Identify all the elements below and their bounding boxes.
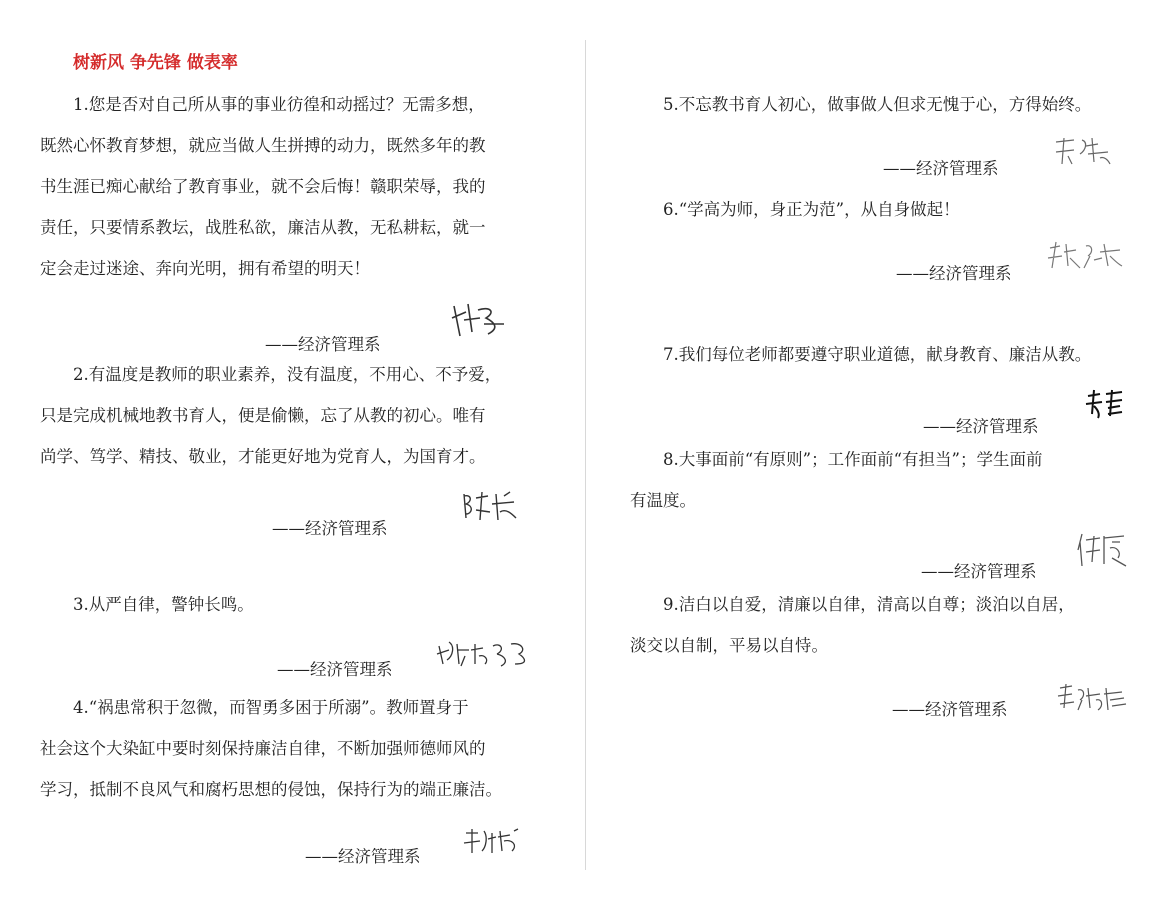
paragraph-line: 1.您是否对自己所从事的事业彷徨和动摇过？无需多想， [73,95,485,114]
page-title: 树新风 争先锋 做表率 [73,53,238,73]
paragraph-line: 责任，只要情系教坛，战胜私欲，廉洁从教，无私耕耘，就一 [40,218,486,237]
department-signature: ——经济管理系 [923,417,1039,436]
paragraph-line: 社会这个大染缸中要时刻保持廉洁自律，不断加强师德师风的 [40,739,486,758]
paragraph-line: 6.“学高为师，身正为范”，从自身做起！ [663,200,960,219]
department-signature: ——经济管理系 [892,700,1008,719]
right-item-7 [663,334,1091,375]
paragraph-line: 既然心怀教育梦想，就应当做人生拼搏的动力，既然多年的教 [40,136,486,155]
department-signature: ——经济管理系 [265,335,381,354]
handwritten-signature-9 [1056,682,1130,714]
left-item-3 [73,584,254,625]
handwritten-signature-4 [462,825,522,857]
paragraph-line: 3.从严自律，警钟长鸣。 [73,595,254,614]
paragraph-line: 8.大事面前“有原则”；工作面前“有担当”；学生面前 [663,450,1043,469]
handwritten-signature-5 [1052,134,1114,168]
department-signature: ——经济管理系 [305,847,421,866]
left-item-4 [40,687,502,810]
paragraph-line: 2.有温度是教师的职业素养，没有温度，不用心、不予爱， [73,365,502,384]
paragraph-line: 5.不忘教书育人初心，做事做人但求无愧于心，方得始终。 [663,95,1092,114]
handwritten-signature-8 [1074,530,1130,570]
right-item-6 [663,189,960,230]
column-divider [585,40,586,870]
department-signature: ——经济管理系 [921,562,1037,581]
handwritten-signature-2 [460,488,520,524]
handwritten-signature-1 [450,298,508,340]
left-item-2 [40,354,501,477]
handwritten-signature-7 [1084,388,1126,422]
department-signature: ——经济管理系 [272,519,388,538]
handwritten-signature-3 [435,636,531,670]
handwritten-signature-6 [1046,238,1126,274]
right-item-8 [630,439,1042,521]
department-signature: ——经济管理系 [896,264,1012,283]
right-item-9 [630,584,1075,666]
paragraph-line: 4.“祸患常积于忽微，而智勇多困于所溺”。教师置身于 [73,698,469,717]
paragraph-line: 定会走过迷途、奔向光明，拥有希望的明天！ [40,259,370,278]
paragraph-line: 只是完成机械地教书育人，便是偷懒，忘了从教的初心。唯有 [40,406,486,425]
paragraph-line: 淡交以自制，平易以自恃。 [630,636,828,655]
paragraph-line: 书生涯已痴心献给了教育事业，就不会后悔！赣职荣辱，我的 [40,177,486,196]
department-signature: ——经济管理系 [883,159,999,178]
department-signature: ——经济管理系 [277,660,393,679]
paragraph-line: 尚学、笃学、精技、敬业，才能更好地为党育人，为国育才。 [40,447,486,466]
paragraph-line: 有温度。 [630,491,696,510]
left-item-1 [40,84,486,289]
right-item-5 [663,84,1091,125]
paragraph-line: 7.我们每位老师都要遵守职业道德，献身教育、廉洁从教。 [663,345,1092,364]
paragraph-line: 学习，抵制不良风气和腐朽思想的侵蚀，保持行为的端正廉洁。 [40,780,502,799]
paragraph-line: 9.洁白以自爱，清廉以自律，清高以自尊；淡泊以自居， [663,595,1075,614]
